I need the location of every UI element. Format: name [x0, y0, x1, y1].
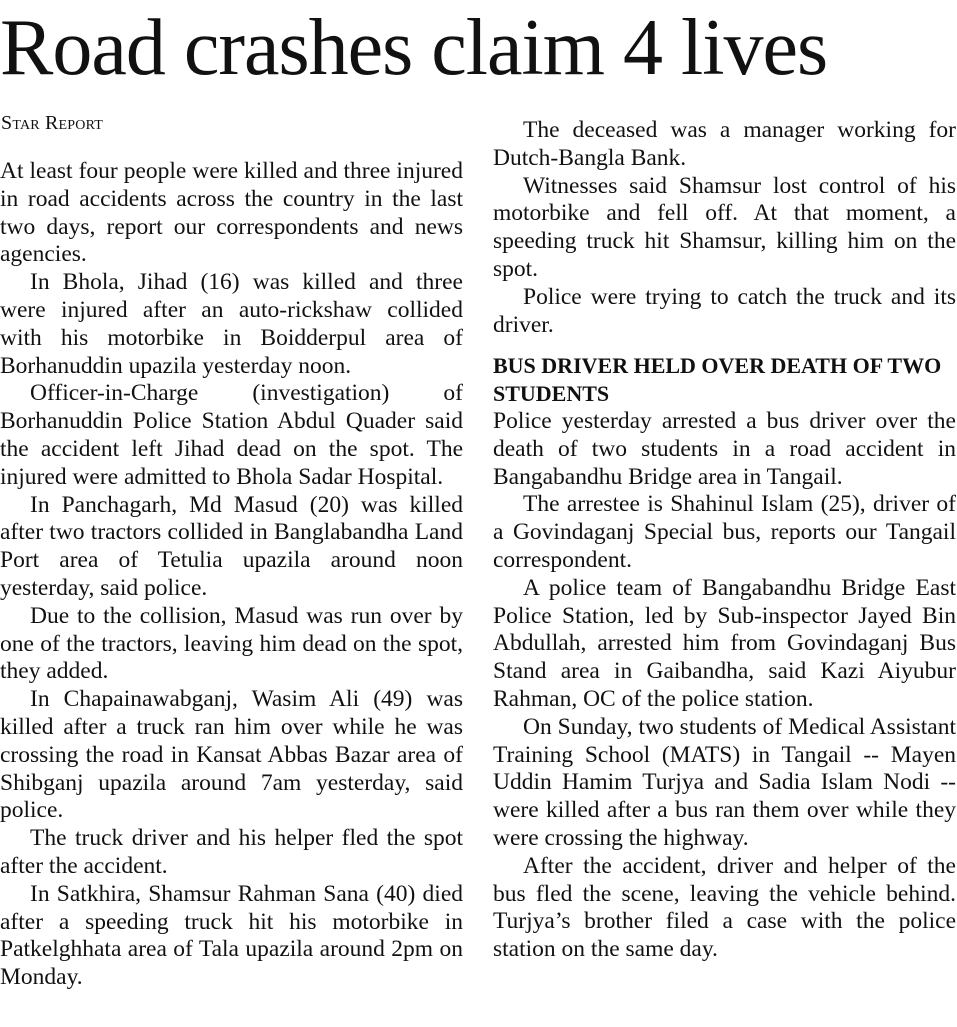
paragraph: Police were trying to catch the truck and its driver.	[493, 283, 956, 338]
paragraph: Officer-in-Charge (investigation) of Borhanuddin Police Station Abdul Quader said the accident left Jihad dead on the spot. The injured were admitted to Bhola Sadar Hospital.	[0, 380, 463, 490]
paragraph: In Satkhira, Shamsur Rahman Sana (40) died after a speeding truck hit his motorbike in Patkelghhata area of Tala upazila around 2pm on Monday.	[0, 880, 463, 991]
paragraph: Due to the collision, Masud was run over by one of the tractors, leaving him dead on the spot, they added.	[0, 602, 463, 685]
paragraph: The truck driver and his helper fled the spot after the accident.	[0, 825, 463, 879]
paragraph: After the accident, driver and helper of the bus fled the scene, leaving the vehicle behind. Turjya’s brother filed a case with the police station on the same day.	[493, 852, 956, 963]
paragraph: At least four people were killed and three injured in road accidents across the country in the last two days, report our correspondents and news agencies.	[0, 158, 463, 268]
subheading: BUS DRIVER HELD OVER DEATH OF TWO STUDENTS	[493, 353, 942, 407]
paragraph: A police team of Bangabandhu Bridge East Police Station, led by Sub-inspector Jayed Bin Abdullah, arrested him from Govindaganj Bus Stand area in Gaibandha, said Kazi Aiyubur Rahman, OC of the police station.	[493, 574, 956, 712]
paragraph: In Chapainawabganj, Wasim Ali (49) was killed after a truck ran him over while he was crossing the road in Kansat Abbas Bazar area of Shibganj upazila around 7am yesterday, said police.	[0, 686, 463, 824]
paragraph: In Panchagarh, Md Masud (20) was killed after two tractors collided in Banglabandha Land Port area of Tetulia upazila around noon yesterday, said police.	[0, 491, 463, 601]
right-column	[493, 117, 956, 964]
paragraph: In Bhola, Jihad (16) was killed and three were injured after an auto-rickshaw collided with his motorbike in Boidderpul area of Borhanuddin upazila yesterday noon.	[0, 269, 463, 379]
paragraph: Police yesterday arrested a bus driver over the death of two students in a road accident in Bangabandhu Bridge area in Tangail.	[493, 407, 956, 490]
paragraph: On Sunday, two students of Medical Assistant Training School (MATS) in Tangail -- Mayen Uddin Hamim Turjya and Sadia Islam Nodi -- were killed after a bus ran them over while they were crossing the highway.	[493, 713, 956, 851]
paragraph: The deceased was a manager working for Dutch-Bangla Bank.	[493, 117, 956, 171]
headline: Road crashes claim 4 lives	[0, 4, 828, 92]
byline: Star Report	[1, 112, 104, 134]
left-column	[0, 158, 463, 992]
paragraph: Witnesses said Shamsur lost control of his motorbike and fell off. At that moment, a speeding truck hit Shamsur, killing him on the spot.	[493, 172, 956, 282]
paragraph: The arrestee is Shahinul Islam (25), driver of a Govindaganj Special bus, reports our Tangail correspondent.	[493, 491, 956, 573]
